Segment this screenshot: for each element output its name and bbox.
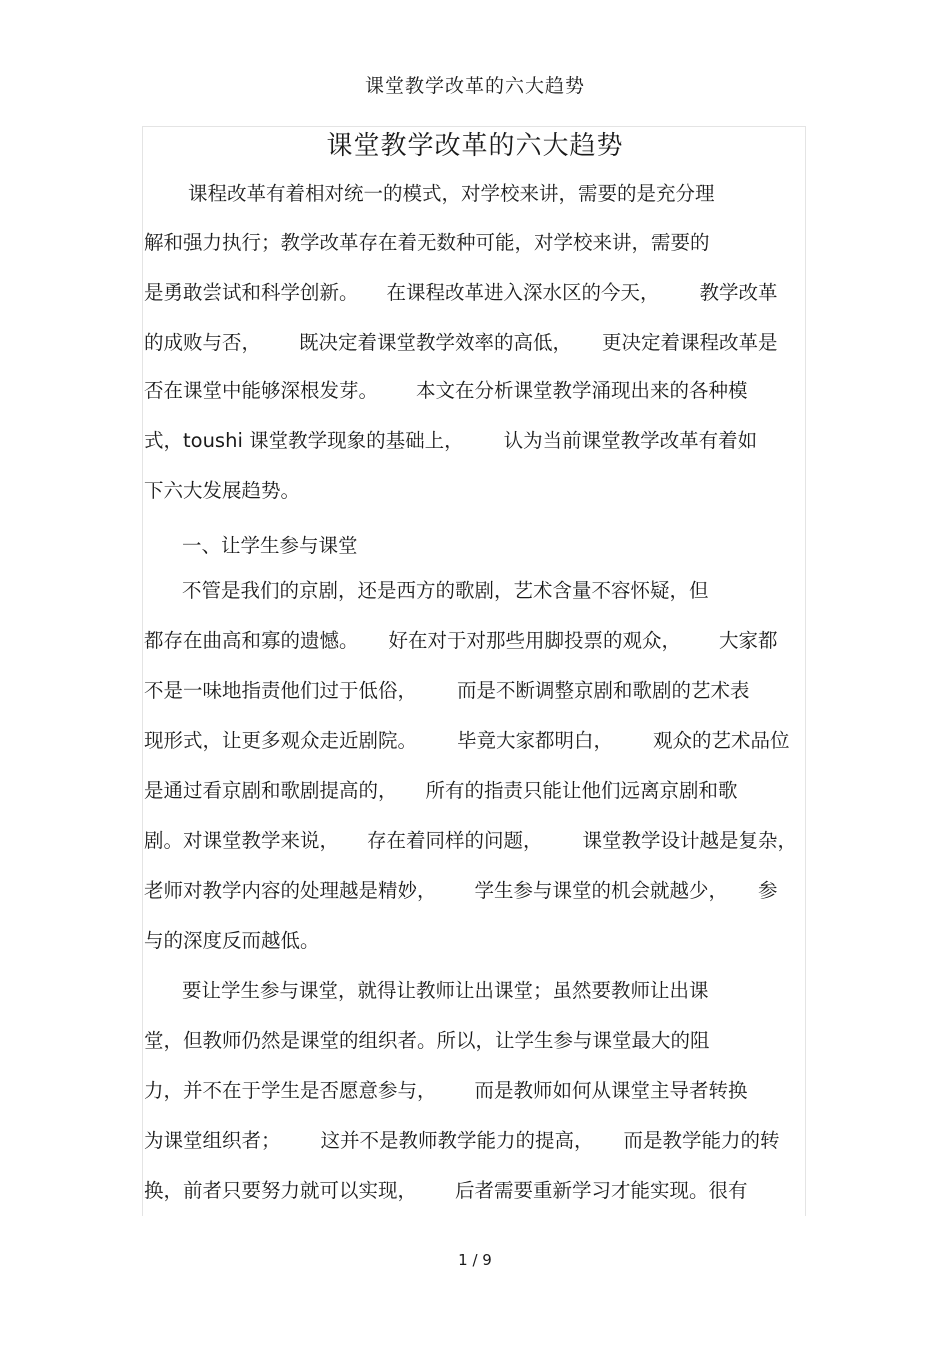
line-segment: 力，并不在于学生是否愿意参与， (144, 1079, 437, 1102)
line-segment: 大家都 (719, 629, 778, 652)
body-line: 不管是我们的京剧，还是西方的歌剧，艺术含量不容怀疑，但 (182, 579, 709, 602)
running-header: 课堂教学改革的六大趋势 (364, 75, 585, 97)
line-segment: 而是教师如何从课堂主导者转换 (474, 1079, 748, 1102)
line-segment: 参 (758, 879, 778, 902)
line-segment: 好在对于对那些用脚投票的观众， (388, 629, 682, 652)
body-line (144, 378, 748, 404)
body-line: 下六大发展趋势。 (144, 479, 301, 502)
line-segment: 在课程改革进入深水区的今天， (386, 281, 660, 304)
body-line: 与的深度反而越低。 (144, 929, 320, 952)
line-segment: 既决定着课堂教学效率的高低， (299, 331, 573, 354)
line-segment: 剧。对课堂教学来说， (144, 829, 340, 852)
body-line: 一、让学生参与课堂 (182, 534, 358, 557)
line-segment: 所有的指责只能让他们远离京剧和歌 (425, 779, 738, 802)
page-number: 1 / 9 (458, 1251, 492, 1269)
body-line (144, 878, 778, 904)
body-line (144, 428, 757, 454)
line-segment: 的成败与否， (144, 331, 262, 354)
line-segment: 学生参与课堂的机会就越少， (474, 879, 729, 902)
body-line (144, 1178, 748, 1204)
body-line (144, 1078, 748, 1104)
line-segment: 认为当前课堂教学改革有着如 (503, 429, 758, 452)
line-segment: 更决定着课程改革是 (602, 331, 778, 354)
body-line (144, 778, 738, 804)
line-segment: 毕竟大家都明白， (457, 729, 614, 752)
body-line (144, 678, 750, 704)
line-segment: 不是一味地指责他们过于低俗， (144, 679, 418, 702)
body-line (144, 728, 790, 754)
line-segment: 式，toushi 课堂教学现象的基础上， (144, 429, 464, 452)
body-line (144, 828, 797, 854)
body-line (144, 628, 778, 654)
line-segment: 为课堂组织者； (144, 1129, 281, 1152)
body-line: 解和强力执行；教学改革存在着无数种可能，对学校来讲，需要的 (144, 231, 710, 254)
line-segment: 而是教学能力的转 (623, 1129, 780, 1152)
line-segment: 本文在分析课堂教学涌现出来的各种模 (416, 379, 748, 402)
line-segment: 教学改革 (699, 281, 778, 304)
line-segment: 否在课堂中能够深根发芽。 (144, 379, 379, 402)
line-segment: 老师对教学内容的处理越是精妙， (144, 879, 437, 902)
line-segment: 是通过看京剧和歌剧提高的， (144, 779, 398, 802)
line-segment: 存在着同样的问题， (367, 829, 543, 852)
line-segment: 现形式，让更多观众走近剧院。 (144, 729, 418, 752)
body-line: 要让学生参与课堂，就得让教师让出课堂；虽然要教师让出课 (182, 979, 709, 1002)
line-segment: 这并不是教师教学能力的提高， (320, 1129, 594, 1152)
line-segment: 后者需要重新学习才能实现。很有 (455, 1179, 748, 1202)
line-segment: 而是不断调整京剧和歌剧的艺术表 (457, 679, 750, 702)
body-line: 课程改革有着相对统一的模式，对学校来讲，需要的是充分理 (188, 182, 715, 205)
line-segment: 课堂教学设计越是复杂， (582, 829, 798, 852)
body-line (144, 1128, 780, 1154)
line-segment: 是勇敢尝试和科学创新。 (144, 281, 359, 304)
document-title: 课堂教学改革的六大趋势 (326, 131, 624, 161)
line-segment: 换，前者只要努力就可以实现， (144, 1179, 418, 1202)
line-segment: 观众的艺术品位 (653, 729, 790, 752)
line-segment: 都存在曲高和寡的遗憾。 (144, 629, 359, 652)
body-line: 堂，但教师仍然是课堂的组织者。所以，让学生参与课堂最大的阻 (144, 1029, 710, 1052)
body-line (144, 330, 778, 356)
body-line (144, 280, 778, 306)
